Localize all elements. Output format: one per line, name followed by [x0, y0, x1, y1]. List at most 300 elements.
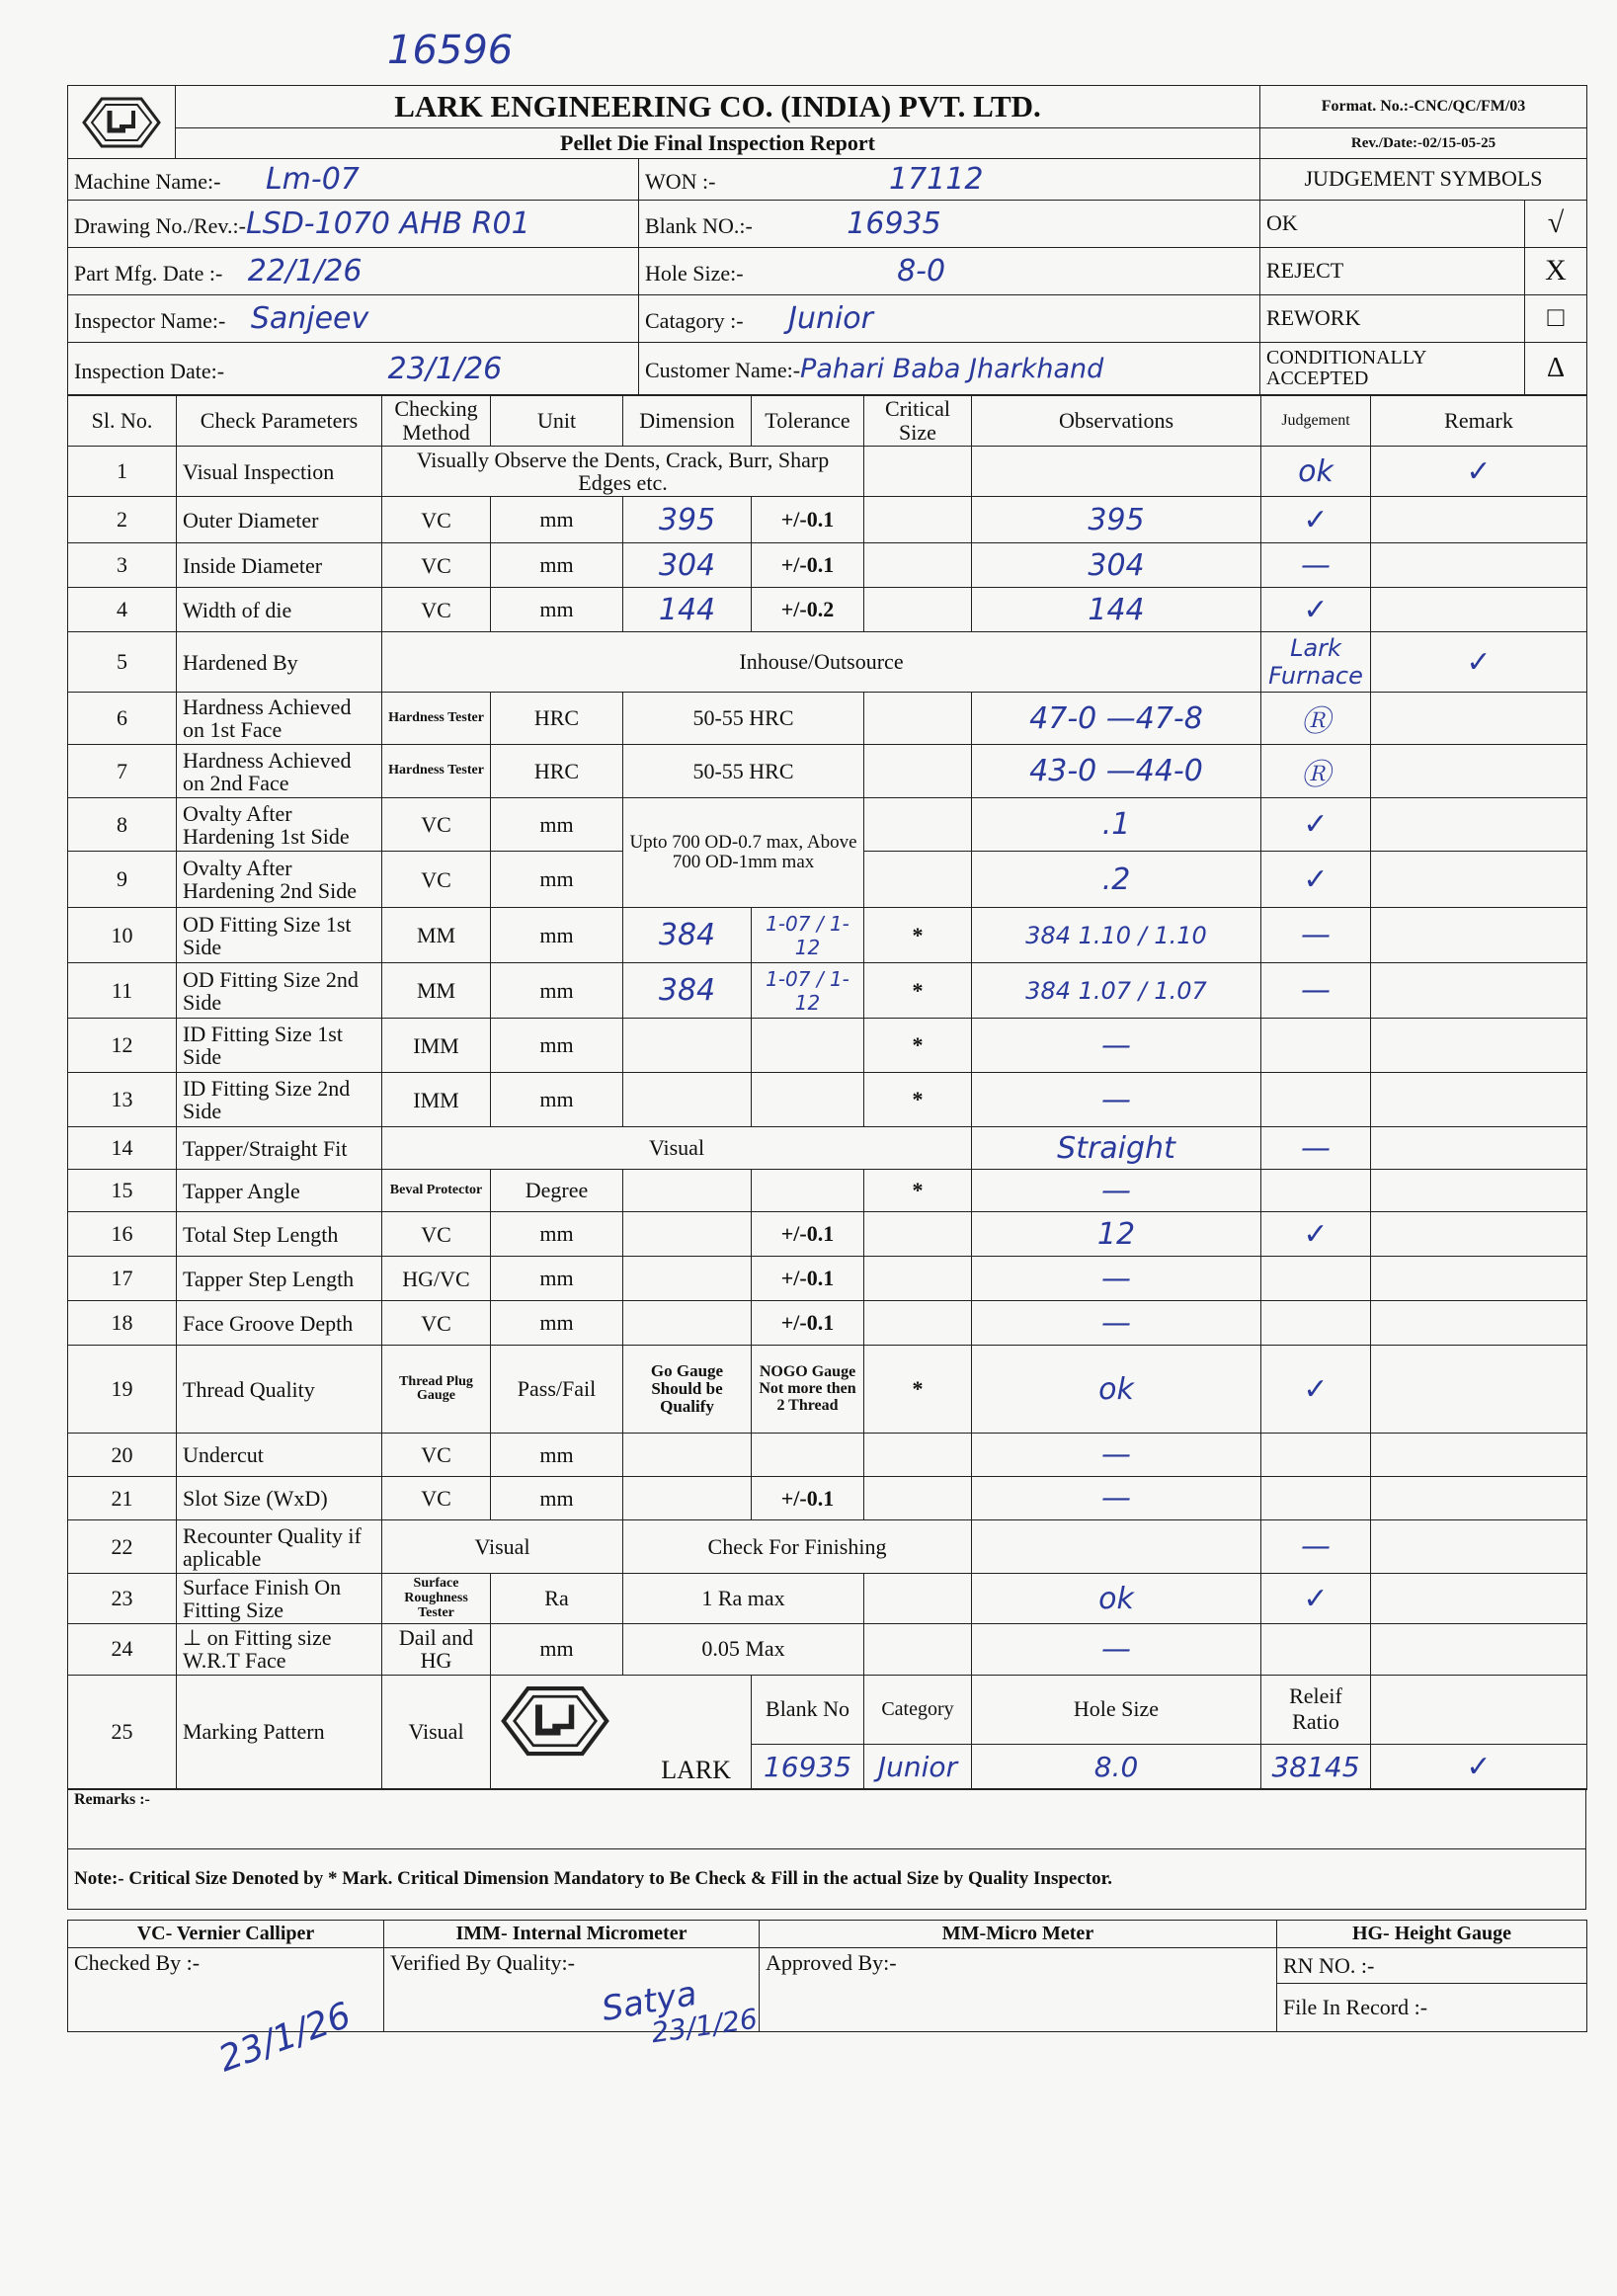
revision-date: Rev./Date:-02/15-05-25: [1260, 128, 1587, 159]
row-dimension: 384: [623, 908, 752, 963]
row-check-parameter: Tapper Step Length: [177, 1257, 382, 1301]
row-judgement: Ⓡ: [1261, 745, 1371, 798]
row-checking-method: Visual: [382, 1675, 491, 1789]
row-judgement: [1261, 1301, 1371, 1346]
inspection-date-value: 23/1/26: [387, 351, 503, 386]
row-sl-no: 4: [68, 588, 177, 632]
row-checking-method: VC: [382, 1434, 491, 1477]
won-value: 17112: [888, 161, 984, 197]
table-row: [68, 1434, 1587, 1477]
verified-by-cell: [384, 1948, 760, 2050]
row-observation: 43-0 —44-0: [972, 745, 1261, 798]
rework-symbol: □: [1525, 294, 1587, 342]
row-checking-method: IMM: [382, 1019, 491, 1073]
row-critical-size: *: [864, 908, 972, 963]
row-unit: mm: [491, 588, 623, 632]
row-method-span: Visual: [382, 1127, 972, 1170]
report-title: Pellet Die Final Inspection Report: [176, 128, 1260, 159]
row-unit: mm: [491, 963, 623, 1019]
col-critical-size: Critical Size: [864, 395, 972, 447]
row-judgement: —: [1261, 543, 1371, 588]
row-judgement: ✓: [1371, 1744, 1587, 1789]
col-checking-method: Checking Method: [382, 395, 491, 447]
legend-hg: HG- Height Gauge: [1277, 1921, 1587, 1948]
row-remark: [1371, 1212, 1587, 1257]
row-check-parameter: OD Fitting Size 1st Side: [177, 908, 382, 963]
row-judgement: —: [1261, 908, 1371, 963]
row-observation: —: [972, 1257, 1261, 1301]
col-sl-no: Sl. No.: [68, 395, 177, 447]
row-unit: mm: [491, 798, 623, 852]
row-observation: Straight: [972, 1127, 1261, 1170]
row-unit: mm: [491, 1019, 623, 1073]
lark-logo-icon: [82, 95, 161, 150]
row-method-description: Visually Observe the Dents, Crack, Burr, Sharp Edges etc.: [382, 447, 864, 497]
legend-imm: IMM- Internal Micrometer: [384, 1921, 760, 1948]
row-unit: mm: [491, 543, 623, 588]
customer-name-label: Customer Name:-: [645, 357, 801, 382]
file-in-record: File In Record :-: [1277, 1984, 1587, 2032]
marking-logo-cell: [491, 1675, 752, 1789]
row-critical-size: [864, 497, 972, 543]
row-remark: [1371, 963, 1587, 1019]
table-row: [68, 588, 1587, 632]
table-row: [68, 1212, 1587, 1257]
row-unit: mm: [491, 1212, 623, 1257]
approved-by-cell: [760, 1948, 1277, 2032]
legend-mm: MM-Micro Meter: [760, 1921, 1277, 1948]
symbol-conditional-label: CONDITIONALLY ACCEPTED: [1260, 342, 1525, 395]
row-tolerance: 1-07 / 1-12: [752, 908, 864, 963]
col-unit: Unit: [491, 395, 623, 447]
row-tolerance-empty: [864, 447, 972, 497]
row-observation: ok: [972, 1574, 1261, 1624]
judgement-symbols-title: JUDGEMENT SYMBOLS: [1260, 158, 1587, 200]
row-check-parameter: ⊥ on Fitting size W.R.T Face: [177, 1624, 382, 1675]
row-check-parameter: Tapper/Straight Fit: [177, 1127, 382, 1170]
row-sl-no: 3: [68, 543, 177, 588]
drawing-no-label: Drawing No./Rev.:-: [74, 212, 246, 238]
table-row: [68, 1019, 1587, 1073]
table-row: [68, 632, 1587, 693]
row-tolerance: +/-0.1: [752, 1477, 864, 1520]
row-check-parameter: Slot Size (WxD): [177, 1477, 382, 1520]
row-dim-tol: 50-55 HRC: [623, 745, 864, 798]
table-row: [68, 1477, 1587, 1520]
table-row: [68, 1301, 1587, 1346]
row-observation: —: [972, 1170, 1261, 1212]
row-critical-size: [864, 543, 972, 588]
customer-name-value: Pahari Baba Jharkhand: [800, 353, 1104, 384]
won-label: WON :-: [645, 168, 716, 194]
row-sl-no: 19: [68, 1346, 177, 1434]
mfg-date-value: 22/1/26: [247, 253, 363, 288]
row-critical-size: [864, 588, 972, 632]
category-label: Catagory :-: [645, 307, 744, 333]
row-judgement: ✓: [1261, 497, 1371, 543]
row-critical-size: *: [864, 963, 972, 1019]
won-cell: [639, 158, 1260, 200]
marking-logo-icon: [501, 1681, 609, 1761]
marking-header: Hole Size: [972, 1675, 1261, 1744]
row-sl-no: 11: [68, 963, 177, 1019]
row-checking-method: MM: [382, 908, 491, 963]
row-judgement: ✓: [1261, 1346, 1371, 1434]
row-tolerance: [752, 1073, 864, 1127]
row-unit: mm: [491, 1477, 623, 1520]
row-judgement: ✓: [1261, 1574, 1371, 1624]
row-dimension: [623, 1257, 752, 1301]
row-judgement: ✓: [1261, 852, 1371, 908]
company-logo: [68, 86, 176, 159]
row-checking-method: Dail and HG: [382, 1624, 491, 1675]
checked-by-date: 23/1/26: [213, 1995, 357, 2081]
row-checking-method: Thread Plug Gauge: [382, 1346, 491, 1434]
row-tolerance: [752, 1019, 864, 1073]
row-dimension: 304: [623, 543, 752, 588]
inspector-name-value: Sanjeev: [250, 300, 369, 336]
mfg-date-cell: [68, 247, 639, 294]
inspection-rows: [68, 447, 1587, 1790]
legend-vc: VC- Vernier Calliper: [68, 1921, 384, 1948]
row-dim-tol: Check For Finishing: [623, 1520, 972, 1574]
machine-name-label: Machine Name:-: [74, 168, 221, 194]
row-judgement: ✓: [1371, 447, 1587, 497]
row-tolerance: [752, 1434, 864, 1477]
row-unit: Ra: [491, 1574, 623, 1624]
table-row: [68, 447, 1587, 497]
rn-no: RN NO. :-: [1277, 1948, 1587, 1984]
row-critical-size: *: [864, 1170, 972, 1212]
table-row: [68, 745, 1587, 798]
row-dimension: Go Gauge Should be Qualify: [623, 1346, 752, 1434]
customer-name-cell: [639, 342, 1260, 395]
row-check-parameter: Ovalty After Hardening 1st Side: [177, 798, 382, 852]
row-critical-size: [864, 1301, 972, 1346]
row-observation: Lark Furnace: [1261, 632, 1371, 693]
inspection-date-cell: [68, 342, 639, 395]
row-critical-size: [864, 745, 972, 798]
table-row: [68, 1574, 1587, 1624]
row-critical-size: [864, 693, 972, 745]
col-observations: Observations: [972, 395, 1261, 447]
row-check-parameter: Inside Diameter: [177, 543, 382, 588]
row-dimension: [623, 1301, 752, 1346]
inspector-name-label: Inspector Name:-: [74, 307, 226, 333]
row-unit: Degree: [491, 1170, 623, 1212]
row-critical-size: [864, 1212, 972, 1257]
row-judgement: [1261, 1477, 1371, 1520]
blank-no-cell: [639, 200, 1260, 247]
row-unit: mm: [491, 1073, 623, 1127]
table-row: [68, 1675, 1587, 1744]
row-check-parameter: Total Step Length: [177, 1212, 382, 1257]
col-dimension: Dimension: [623, 395, 752, 447]
row-dimension: [623, 1019, 752, 1073]
row-observation: 384 1.10 / 1.10: [972, 908, 1261, 963]
row-observation: 384 1.07 / 1.07: [972, 963, 1261, 1019]
row-observation: —: [972, 1019, 1261, 1073]
hole-size-label: Hole Size:-: [645, 260, 744, 286]
table-row: [68, 1127, 1587, 1170]
row-remark: [1371, 908, 1587, 963]
row-judgement: —: [1261, 1127, 1371, 1170]
row-check-parameter: Marking Pattern: [177, 1675, 382, 1789]
marking-value: Junior: [864, 1744, 972, 1789]
table-row: [68, 1170, 1587, 1212]
row-sl-no: 14: [68, 1127, 177, 1170]
row-unit: mm: [491, 908, 623, 963]
verified-by-signature: Satya: [599, 1973, 700, 2030]
row-checking-method: VC: [382, 497, 491, 543]
row-critical-size: *: [864, 1019, 972, 1073]
inspection-date-label: Inspection Date:-: [74, 358, 225, 383]
symbol-rework-label: REWORK: [1260, 294, 1525, 342]
row-unit: mm: [491, 1434, 623, 1477]
row-sl-no: 13: [68, 1073, 177, 1127]
row-sl-no: 18: [68, 1301, 177, 1346]
row-check-parameter: Undercut: [177, 1434, 382, 1477]
category-value: Junior: [788, 300, 873, 336]
row-checking-method: HG/VC: [382, 1257, 491, 1301]
approved-by-label: Approved By:-: [766, 1950, 897, 1976]
row-checking-method: VC: [382, 798, 491, 852]
row-dimension: [623, 1170, 752, 1212]
row-checking-method: VC: [382, 543, 491, 588]
remarks-table: [67, 1788, 1586, 1910]
row-sl-no: 15: [68, 1170, 177, 1212]
row-remark: [1371, 1477, 1587, 1520]
row-critical-size: [972, 1520, 1261, 1574]
inspector-name-cell: [68, 294, 639, 342]
ovalty-spec: Upto 700 OD-0.7 max, Above 700 OD-1mm max: [623, 798, 864, 908]
row-remark: [1371, 1624, 1587, 1675]
row-check-parameter: Hardness Achieved on 2nd Face: [177, 745, 382, 798]
row-remark: [1371, 543, 1587, 588]
row-tolerance: +/-0.2: [752, 588, 864, 632]
row-remark: [1371, 1257, 1587, 1301]
row-remark: [1371, 798, 1587, 852]
row-sl-no: 5: [68, 632, 177, 693]
verified-by-label: Verified By Quality:-: [390, 1950, 575, 1976]
row-sl-no: 12: [68, 1019, 177, 1073]
row-judgement: ✓: [1371, 632, 1587, 693]
row-sl-no: 25: [68, 1675, 177, 1789]
row-checking-method: VC: [382, 1212, 491, 1257]
inspection-report-form: [67, 85, 1586, 2081]
row-dimension: [623, 1073, 752, 1127]
row-method-span: Visual: [382, 1520, 623, 1574]
marking-header: Releif Ratio: [1261, 1675, 1371, 1744]
row-check-parameter: Thread Quality: [177, 1346, 382, 1434]
row-check-parameter: Recounter Quality if aplicable: [177, 1520, 382, 1574]
marking-header: Blank No: [752, 1675, 864, 1744]
table-row: [68, 693, 1587, 745]
row-sl-no: 1: [68, 447, 177, 497]
row-check-parameter: OD Fitting Size 2nd Side: [177, 963, 382, 1019]
row-dimension: 144: [623, 588, 752, 632]
row-remark: [1371, 1574, 1587, 1624]
symbol-reject-label: REJECT: [1260, 247, 1525, 294]
row-remark: [1371, 588, 1587, 632]
row-remark: [1371, 1434, 1587, 1477]
machine-name-cell: [68, 158, 639, 200]
row-remark: [1371, 1346, 1587, 1434]
row-critical-size: [864, 798, 972, 852]
marking-value: 38145: [1261, 1744, 1371, 1789]
col-judgement: Judgement: [1261, 395, 1371, 447]
row-unit: mm: [491, 1624, 623, 1675]
format-number: Format. No.:-CNC/QC/FM/03: [1260, 86, 1587, 128]
row-sl-no: 23: [68, 1574, 177, 1624]
critical-size-note: Note:- Critical Size Denoted by * Mark. Critical Dimension Mandatory to Be Check & Fill in the actual Size by Quality Inspector.: [68, 1849, 1586, 1910]
inspection-table: [67, 394, 1587, 1790]
info-table: [67, 158, 1587, 396]
row-judgement: [1261, 1073, 1371, 1127]
row-critical-size: [864, 1574, 972, 1624]
row-observation: ok: [972, 1346, 1261, 1434]
table-row: [68, 908, 1587, 963]
row-critical-size: [864, 1257, 972, 1301]
row-sl-no: 2: [68, 497, 177, 543]
row-tolerance: +/-0.1: [752, 1257, 864, 1301]
row-observation: 144: [972, 588, 1261, 632]
table-row: [68, 1624, 1587, 1675]
row-critical-size: [864, 1477, 972, 1520]
row-judgement: [1261, 1624, 1371, 1675]
row-tolerance: +/-0.1: [752, 543, 864, 588]
row-observation: 395: [972, 497, 1261, 543]
row-dim-tol: 0.05 Max: [623, 1624, 864, 1675]
row-check-parameter: Surface Finish On Fitting Size: [177, 1574, 382, 1624]
row-checking-method: MM: [382, 963, 491, 1019]
row-dimension: [623, 1212, 752, 1257]
category-cell: [639, 294, 1260, 342]
row-checking-method: VC: [382, 1301, 491, 1346]
hole-size-cell: [639, 247, 1260, 294]
row-judgement: [1261, 1434, 1371, 1477]
row-observation: .2: [972, 852, 1261, 908]
row-dimension: 395: [623, 497, 752, 543]
table-row: [68, 798, 1587, 852]
row-sl-no: 24: [68, 1624, 177, 1675]
row-judgement: ✓: [1261, 1212, 1371, 1257]
row-checking-method: IMM: [382, 1073, 491, 1127]
row-observation: —: [972, 1301, 1261, 1346]
row-judgement-blank: [1371, 1675, 1587, 1744]
row-dim-tol: 1 Ra max: [623, 1574, 864, 1624]
row-checking-method: Hardness Tester: [382, 693, 491, 745]
row-tolerance: 1-07 / 1-12: [752, 963, 864, 1019]
row-check-parameter: ID Fitting Size 1st Side: [177, 1019, 382, 1073]
marking-header: Category: [864, 1675, 972, 1744]
row-unit: HRC: [491, 693, 623, 745]
row-observation: 12: [972, 1212, 1261, 1257]
row-observation: —: [972, 1477, 1261, 1520]
col-tolerance: Tolerance: [752, 395, 864, 447]
table-row: [68, 543, 1587, 588]
row-sl-no: 8: [68, 798, 177, 852]
row-remark: [1371, 852, 1587, 908]
company-name: LARK ENGINEERING CO. (INDIA) PVT. LTD.: [176, 86, 1260, 128]
machine-name-value: Lm-07: [265, 161, 360, 197]
row-sl-no: 9: [68, 852, 177, 908]
row-observation: —: [972, 1434, 1261, 1477]
row-dimension: [623, 1477, 752, 1520]
row-sl-no: 6: [68, 693, 177, 745]
marking-value: 16935: [752, 1744, 864, 1789]
row-observation: —: [972, 1624, 1261, 1675]
row-checking-method: VC: [382, 852, 491, 908]
row-remark: [1371, 1073, 1587, 1127]
row-sl-no: 10: [68, 908, 177, 963]
row-checking-method: Beval Protector: [382, 1170, 491, 1212]
row-method-span: Inhouse/Outsource: [382, 632, 1261, 693]
row-check-parameter: ID Fitting Size 2nd Side: [177, 1073, 382, 1127]
row-check-parameter: Visual Inspection: [177, 447, 382, 497]
checked-by-cell: [68, 1948, 384, 2081]
row-critical-size: [864, 852, 972, 908]
marking-lark-text: LARK: [661, 1755, 731, 1784]
verified-by-date: 23/1/26: [649, 2002, 760, 2050]
row-sl-no: 20: [68, 1434, 177, 1477]
row-check-parameter: Tapper Angle: [177, 1170, 382, 1212]
row-unit: mm: [491, 1257, 623, 1301]
row-judgement: [1261, 1019, 1371, 1073]
row-remark: [1371, 1170, 1587, 1212]
row-check-parameter: Outer Diameter: [177, 497, 382, 543]
row-critical-size: [864, 1434, 972, 1477]
footer-table: [67, 1920, 1587, 2081]
row-sl-no: 17: [68, 1257, 177, 1301]
row-tolerance: [752, 1170, 864, 1212]
table-row: [68, 1073, 1587, 1127]
row-check-parameter: Hardened By: [177, 632, 382, 693]
row-sl-no: 21: [68, 1477, 177, 1520]
ok-symbol: √: [1525, 200, 1587, 247]
row-remark: [1371, 693, 1587, 745]
row-dimension: [623, 1434, 752, 1477]
row-checking-method: VC: [382, 588, 491, 632]
row-check-parameter: Face Groove Depth: [177, 1301, 382, 1346]
row-judgement: Ⓡ: [1261, 693, 1371, 745]
row-unit: HRC: [491, 745, 623, 798]
row-unit: mm: [491, 1301, 623, 1346]
row-critical-size: [864, 1624, 972, 1675]
blank-no-label: Blank NO.:-: [645, 212, 753, 238]
row-observation: 47-0 —47-8: [972, 693, 1261, 745]
row-dimension: 384: [623, 963, 752, 1019]
row-unit: mm: [491, 497, 623, 543]
row-observation: .1: [972, 798, 1261, 852]
checked-by-label: Checked By :-: [74, 1950, 201, 1976]
remarks-label: Remarks :-: [68, 1789, 1586, 1849]
col-remark: Remark: [1371, 395, 1587, 447]
row-judgement: [1261, 1257, 1371, 1301]
row-tolerance: +/-0.1: [752, 497, 864, 543]
table-row: [68, 963, 1587, 1019]
row-check-parameter: Ovalty After Hardening 2nd Side: [177, 852, 382, 908]
table-row: [68, 497, 1587, 543]
table-row: [68, 1346, 1587, 1434]
row-checking-method: Surface Roughness Tester: [382, 1574, 491, 1624]
row-dim-tol: 50-55 HRC: [623, 693, 864, 745]
row-judgement: [1371, 1520, 1587, 1574]
table-row: [68, 1520, 1587, 1574]
row-critical-size: *: [864, 1346, 972, 1434]
reject-symbol: X: [1525, 247, 1587, 294]
row-remark: [1371, 745, 1587, 798]
